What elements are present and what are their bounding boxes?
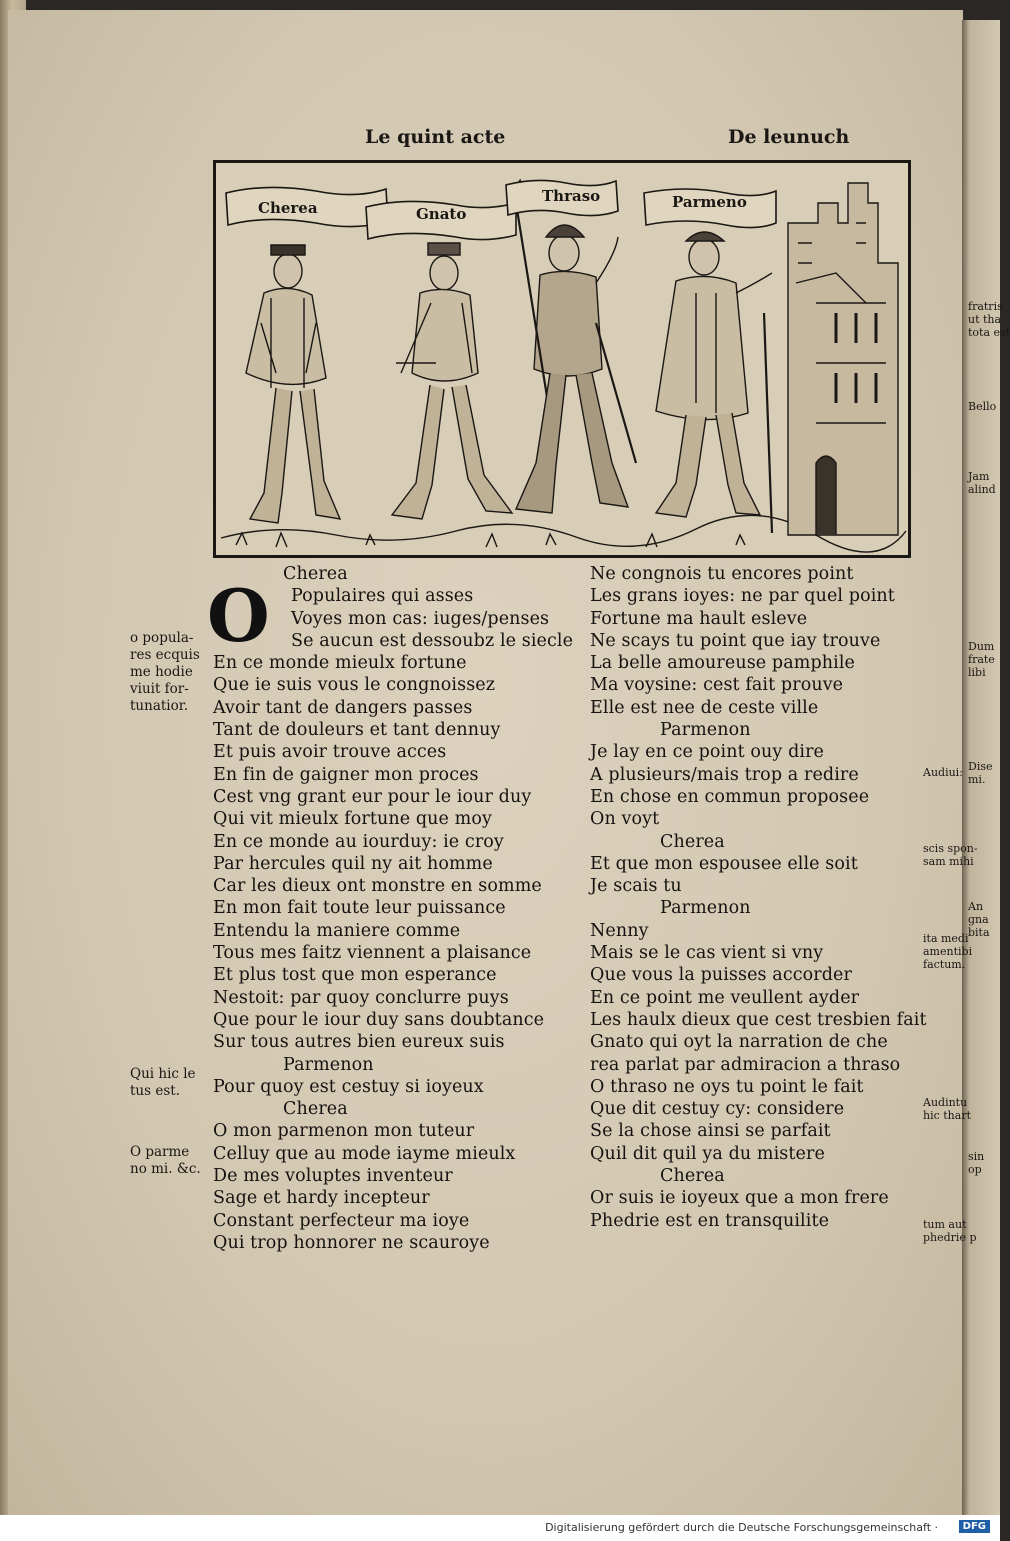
footer-bar <box>0 1515 1000 1541</box>
gloss-line: fratris <box>968 300 1003 313</box>
verse-line: Ne congnois tu encores point <box>590 564 854 584</box>
gloss-line: me hodie <box>130 664 193 680</box>
gloss-line: tum aut <box>923 1218 967 1231</box>
verse-line: Ma voysine: cest fait prouve <box>590 675 844 696</box>
margin-gloss <box>130 1066 196 1100</box>
margin-gloss <box>923 932 972 971</box>
verse-line: Sage et hardy incepteur <box>213 1188 430 1209</box>
facing-page-gloss <box>968 640 995 679</box>
facing-page-edge <box>962 20 1010 1515</box>
verse-line: Tous mes faitz viennent a plaisance <box>213 943 532 964</box>
verse-line: Je lay en ce point ouy dire <box>590 742 825 763</box>
verse-line: Les grans ioyes: ne par quel point <box>590 586 895 607</box>
verse-line: En chose en commun proposee <box>590 786 870 807</box>
verse-line: Se aucun est dessoubz le siecle <box>291 630 574 651</box>
margin-gloss <box>130 1144 201 1178</box>
verse-line: O thraso ne oys tu point le fait <box>590 1076 864 1097</box>
verse-line: Que pour le iour duy sans doubtance <box>213 1009 545 1030</box>
dfg-logo: DFG <box>959 1520 990 1533</box>
verse-line: On voyt <box>590 809 660 830</box>
verse-line: Par hercules quil ny ait homme <box>213 853 493 874</box>
verse-line: Qui trop honnorer ne scauroye <box>213 1232 490 1253</box>
verse-line: En ce monde mieulx fortune <box>213 653 467 674</box>
gloss-line: mi. <box>968 773 986 786</box>
gloss-line: Dum <box>968 640 995 653</box>
verse-line: Car les dieux ont monstre en somme <box>213 876 542 897</box>
verse-line: Et puis avoir trouve acces <box>213 742 447 763</box>
gloss-line: op <box>968 1163 982 1176</box>
verse-line: Voyes mon cas: iuges/penses <box>291 608 550 629</box>
speaker-name: Cherea <box>660 831 725 852</box>
left-text-column <box>213 563 574 1254</box>
gloss-line: Audintu <box>923 1096 968 1109</box>
running-head-right: De leunuch <box>728 126 850 148</box>
verse-line: Nenny <box>590 920 649 941</box>
facing-page-gloss <box>968 300 1010 339</box>
margin-gloss <box>923 1218 977 1244</box>
speaker-name: Cherea <box>283 564 348 584</box>
verse-line: Ne scays tu point que iay trouve <box>590 630 881 651</box>
facing-page-gloss <box>968 470 996 496</box>
margin-gloss <box>923 766 963 779</box>
gloss-line: ita medi <box>923 932 969 945</box>
verse-line: Fortune ma hault esleve <box>590 608 808 629</box>
gloss-line: alind <box>968 483 996 496</box>
gloss-line: viuit for- <box>130 681 189 697</box>
verse-line: Entendu la maniere comme <box>213 920 461 941</box>
verse-line: Sur tous autres bien eureux suis <box>213 1032 505 1053</box>
right-text-column <box>590 563 930 1232</box>
verse-line: Elle est nee de ceste ville <box>590 697 819 718</box>
speaker-name: Cherea <box>660 1166 725 1187</box>
gloss-line: o popula- <box>130 630 194 646</box>
verse-line: Les haulx dieux que cest tresbien fait <box>590 1009 927 1030</box>
facing-page-gloss <box>968 760 993 786</box>
verse-line: Que vous la puisses accorder <box>590 965 852 986</box>
verse-line: Qui vit mieulx fortune que moy <box>213 809 492 830</box>
gloss-line: bita <box>968 926 990 939</box>
verse-line: Gnato qui oyt la narration de che <box>590 1032 888 1053</box>
verse-line: De mes voluptes inventeur <box>213 1166 453 1187</box>
gloss-line: Qui hic le <box>130 1066 196 1082</box>
banner-label: Gnato <box>416 205 467 223</box>
running-head-left: Le quint acte <box>365 126 506 148</box>
gloss-line: res ecquis <box>130 647 200 663</box>
verse-line: Que ie suis vous le congnoissez <box>213 675 496 696</box>
woodcut-illustration <box>213 160 911 558</box>
verse-line: Que dit cestuy cy: considere <box>590 1099 845 1120</box>
verse-line: Constant perfecteur ma ioye <box>213 1210 470 1231</box>
verse-line: En fin de gaigner mon proces <box>213 764 479 785</box>
margin-gloss <box>923 1096 971 1122</box>
gloss-line: Bello <box>968 400 997 413</box>
verse-line: rea parlat par admiracion a thraso <box>590 1054 901 1075</box>
gloss-line: phedrie p <box>923 1231 977 1244</box>
gloss-line: gna <box>968 913 989 926</box>
gloss-line: amentibi <box>923 945 973 958</box>
verse-line: A plusieurs/mais trop a redire <box>590 764 859 785</box>
speaker-name: Parmenon <box>283 1054 374 1075</box>
gloss-line: tunatior. <box>130 698 188 714</box>
verse-line: Celluy que au mode iayme mieulx <box>213 1143 516 1164</box>
gloss-line: factum. <box>923 958 966 971</box>
gloss-line: Dise <box>968 760 993 773</box>
facing-page-gloss <box>968 400 996 413</box>
verse-line: En mon fait toute leur puissance <box>213 898 506 919</box>
gloss-line: no mi. &c. <box>130 1161 201 1177</box>
banner-label: Cherea <box>258 199 318 217</box>
margin-gloss <box>923 842 978 868</box>
verse-line: Or suis ie ioyeux que a mon frere <box>590 1188 889 1209</box>
gloss-line: frate <box>968 653 995 666</box>
speaker-name: Parmenon <box>660 720 751 741</box>
gloss-line: O parme <box>130 1144 190 1160</box>
drop-cap: O <box>207 573 270 658</box>
gloss-line: hic thart <box>923 1109 972 1122</box>
facing-page-gloss <box>968 1150 984 1176</box>
verse-line: Avoir tant de dangers passes <box>213 697 473 718</box>
gloss-line: libi <box>968 666 986 679</box>
margin-gloss <box>130 630 200 715</box>
verse-line: Et plus tost que mon esperance <box>213 965 497 986</box>
verse-line: En ce monde au iourduy: ie croy <box>213 831 504 852</box>
verse-line: Se la chose ainsi se parfait <box>590 1121 831 1142</box>
verse-line: Phedrie est en transquilite <box>590 1210 830 1231</box>
verse-line: Mais se le cas vient si vny <box>590 943 824 964</box>
verse-line: Cest vng grant eur pour le iour duy <box>213 786 532 807</box>
verse-line: Tant de douleurs et tant dennuy <box>213 720 501 741</box>
speaker-name: Cherea <box>283 1099 348 1120</box>
gloss-line: Jam <box>968 470 990 483</box>
verse-line: O mon parmenon mon tuteur <box>213 1121 475 1142</box>
gloss-line: tota est <box>968 326 1010 339</box>
banner-label: Parmeno <box>672 193 747 211</box>
gloss-line: An <box>968 900 984 913</box>
verse-line: Et que mon espousee elle soit <box>590 853 858 874</box>
gloss-line: tus est. <box>130 1083 180 1099</box>
verse-line: Je scais tu <box>590 876 682 897</box>
gloss-line: scis spon- <box>923 842 978 855</box>
verse-line: Nestoit: par quoy conclurre puys <box>213 987 509 1008</box>
verse-line: Pour quoy est cestuy si ioyeux <box>213 1076 484 1097</box>
gloss-line: sam mihi <box>923 855 974 868</box>
gloss-line: sin <box>968 1150 985 1163</box>
verse-line: En ce point me veullent ayder <box>590 987 860 1008</box>
gloss-line: ut tha <box>968 313 1002 326</box>
verse-line: La belle amoureuse pamphile <box>590 653 855 674</box>
verse-line: Quil dit quil ya du mistere <box>590 1143 825 1164</box>
verse-line: Populaires qui asses <box>291 586 474 607</box>
footer-credit: Digitalisierung gefördert durch die Deutsche Forschungsgemeinschaft · <box>545 1521 938 1534</box>
speaker-name: Parmenon <box>660 898 751 919</box>
gloss-line: Audiui: <box>923 766 963 779</box>
banner-label: Thraso <box>542 187 601 205</box>
